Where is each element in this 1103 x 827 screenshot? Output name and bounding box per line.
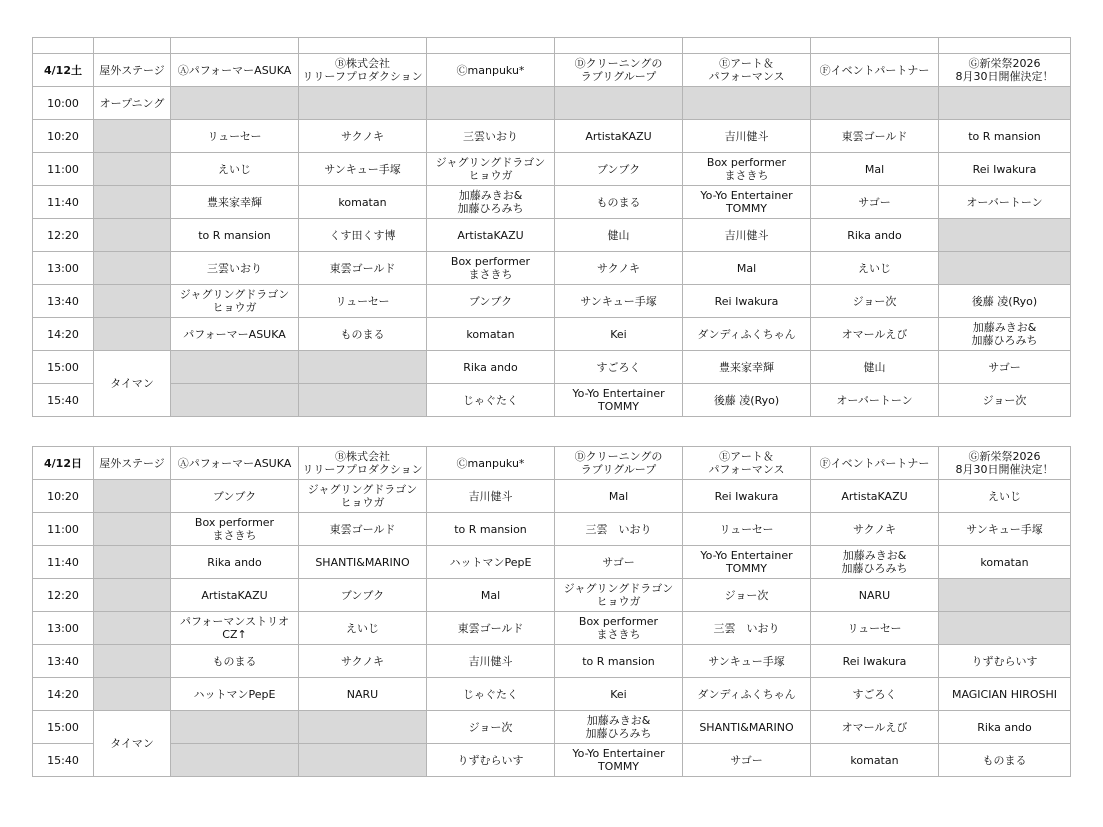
performer-cell: じゃぐたく [427,384,555,417]
performer-cell: くす田くす博 [299,219,427,252]
performer-cell: 東雲ゴールド [299,252,427,285]
performer-cell: komatan [299,186,427,219]
outdoor-stage-cell [94,546,171,579]
performer-cell: SHANTI&MARINO [299,546,427,579]
outdoor-stage-cell [94,513,171,546]
table-row [33,120,1071,153]
performer-cell: サクノキ [299,120,427,153]
performer-cell: komatan [939,546,1071,579]
empty-slot [299,87,427,120]
performer-cell: ものまる [299,318,427,351]
empty-slot [171,87,299,120]
performer-cell: Kei [555,318,683,351]
time-cell: 12:20 [33,579,94,612]
spacer-cell [555,38,683,54]
time-cell: 13:00 [33,252,94,285]
performer-cell: ジャグリングドラゴン ヒョウガ [555,579,683,612]
outdoor-stage-cell [94,285,171,318]
stage-header: Ⓖ新栄祭2026 8月30日開催決定！ [939,54,1071,87]
performer-cell: Rei Iwakura [683,285,811,318]
spacer-cell [33,38,94,54]
performer-cell: えいじ [171,153,299,186]
outdoor-stage-cell [94,120,171,153]
performer-cell: 三雲いおり [171,252,299,285]
performer-cell: ArtistaKAZU [811,480,939,513]
performer-cell: Mal [555,480,683,513]
empty-slot [811,87,939,120]
performer-cell: Rei Iwakura [683,480,811,513]
performer-cell: 三雲 いおり [683,612,811,645]
performer-cell: 加藤みきお& 加藤ひろみち [555,711,683,744]
performer-cell: ジャグリングドラゴン ヒョウガ [299,480,427,513]
opening-row [33,87,1071,120]
stage-header: Ⓕイベントパートナー [811,54,939,87]
performer-cell: 豊来家幸輝 [683,351,811,384]
performer-cell: ジャグリングドラゴン ヒョウガ [171,285,299,318]
performer-cell: Rika ando [939,711,1071,744]
date-label: 4/12土 [33,54,94,87]
performer-cell: じゃぐたく [427,678,555,711]
outdoor-stage-cell [94,186,171,219]
table-row [33,153,1071,186]
performer-cell: えいじ [299,612,427,645]
stage-header: Ⓓクリーニングの ラブリグループ [555,54,683,87]
time-cell: 15:00 [33,351,94,384]
table-row [33,285,1071,318]
header-row [33,447,1071,480]
performer-cell: サゴー [811,186,939,219]
outdoor-stage-cell [94,153,171,186]
performer-cell: 吉川健斗 [427,645,555,678]
empty-slot [939,87,1071,120]
performer-cell: サンキュー手塚 [939,513,1071,546]
time-cell: 10:20 [33,120,94,153]
performer-cell: 三雲いおり [427,120,555,153]
performer-cell: to R mansion [939,120,1071,153]
time-cell: 10:20 [33,480,94,513]
performer-cell: Box performer まさきち [555,612,683,645]
performer-cell: komatan [811,744,939,777]
performer-cell: Box performer まさきち [427,252,555,285]
performer-cell: サンキュー手塚 [299,153,427,186]
performer-cell: えいじ [811,252,939,285]
performer-cell: Mal [427,579,555,612]
performer-cell: Rei Iwakura [811,645,939,678]
performer-cell: ハットマンPepE [171,678,299,711]
empty-slot [171,351,299,384]
performer-cell: えいじ [939,480,1071,513]
performer-cell: ものまる [555,186,683,219]
time-cell: 13:00 [33,612,94,645]
empty-slot [683,87,811,120]
performer-cell: SHANTI&MARINO [683,711,811,744]
outdoor-stage-cell [94,612,171,645]
stage-header: Ⓑ株式会社 リリーフプロダクション [299,54,427,87]
stage-header: Ⓐパフォーマー​ASUKA [171,447,299,480]
performer-cell: to R mansion [555,645,683,678]
performer-cell: ものまる [171,645,299,678]
empty-slot [555,87,683,120]
performer-cell: リューセー [683,513,811,546]
performer-cell: 東雲ゴールド [427,612,555,645]
table-row [33,744,1071,777]
performer-cell: 加藤みきお& 加藤ひろみち [811,546,939,579]
table-row [33,612,1071,645]
spacer-cell [94,38,171,54]
spacer-cell [427,38,555,54]
spacer-cell [171,38,299,54]
performer-cell: サクノキ [555,252,683,285]
performer-cell: ブンブク [555,153,683,186]
taiman-cell: タイマン [94,711,171,777]
performer-cell: オーバートーン [811,384,939,417]
performer-cell: 東雲ゴールド [299,513,427,546]
performer-cell: ダンディふくちゃん [683,678,811,711]
date-label: 4/12日 [33,447,94,480]
empty-slot [299,744,427,777]
outdoor-stage-cell [94,645,171,678]
empty-slot [939,579,1071,612]
stage-header: Ⓒmanpuku* [427,54,555,87]
performer-cell: 吉川健斗 [683,219,811,252]
performer-cell: リューセー [299,285,427,318]
performer-cell: Rika ando [427,351,555,384]
table-row [33,513,1071,546]
spacer-cell [683,38,811,54]
table-row [33,219,1071,252]
table-row [33,480,1071,513]
table-row [33,711,1071,744]
performer-cell: パフォーマーASUKA [171,318,299,351]
performer-cell: Mal [683,252,811,285]
performer-cell: ジョー次 [683,579,811,612]
performer-cell: リューセー [171,120,299,153]
performer-cell: Yo-Yo Entertainer TOMMY [683,546,811,579]
table-row [33,579,1071,612]
schedule-table-day1 [32,37,1071,417]
stage-header: Ⓐパフォーマー​ASUKA [171,54,299,87]
empty-slot [427,87,555,120]
performer-cell: サゴー [555,546,683,579]
header-row [33,54,1071,87]
stage-header: Ⓑ株式会社 リリーフプロダクション [299,447,427,480]
performer-cell: サンキュー手塚 [555,285,683,318]
performer-cell: komatan [427,318,555,351]
time-cell: 15:40 [33,744,94,777]
performer-cell: サゴー [939,351,1071,384]
performer-cell: ArtistaKAZU [171,579,299,612]
performer-cell: Rika ando [171,546,299,579]
stage-header: Ⓒmanpuku* [427,447,555,480]
performer-cell: オマールえび [811,711,939,744]
schedule-table-day2 [32,446,1071,777]
time-cell: 13:40 [33,645,94,678]
performer-cell: 豊来家幸輝 [171,186,299,219]
performer-cell: りずむらいす [939,645,1071,678]
time-cell: 11:00 [33,153,94,186]
outdoor-stage-cell [94,252,171,285]
spacer-cell [939,38,1071,54]
performer-cell: ブンブク [171,480,299,513]
spacer-cell [299,38,427,54]
performer-cell: Yo-Yo Entertainer TOMMY [683,186,811,219]
performer-cell: りずむらいす [427,744,555,777]
empty-slot [299,351,427,384]
empty-slot [171,384,299,417]
performer-cell: Mal [811,153,939,186]
table-row [33,546,1071,579]
performer-cell: NARU [811,579,939,612]
outdoor-stage-cell [94,219,171,252]
performer-cell: 健山 [811,351,939,384]
performer-cell: 三雲 いおり [555,513,683,546]
performer-cell: 吉川健斗 [427,480,555,513]
spacer-row [33,38,1071,54]
empty-slot [939,219,1071,252]
stage-header: Ⓓクリーニングの ラブリグループ [555,447,683,480]
opening-cell: オープニング [94,87,171,120]
empty-slot [939,252,1071,285]
empty-slot [939,612,1071,645]
outdoor-stage-cell [94,579,171,612]
performer-cell: Box performer まさきち [683,153,811,186]
performer-cell: ジョー次 [427,711,555,744]
performer-cell: 吉川健斗 [683,120,811,153]
performer-cell: ダンディふくちゃん [683,318,811,351]
stage-header: Ⓔアート＆ パフォーマンス [683,54,811,87]
performer-cell: Yo-Yo Entertainer TOMMY [555,384,683,417]
time-cell: 15:40 [33,384,94,417]
performer-cell: サゴー [683,744,811,777]
performer-cell: 健山 [555,219,683,252]
performer-cell: すごろく [555,351,683,384]
performer-cell: to R mansion [427,513,555,546]
table-row [33,678,1071,711]
empty-slot [171,711,299,744]
stage-header: Ⓖ新栄祭2026 8月30日開催決定！ [939,447,1071,480]
performer-cell: サクノキ [811,513,939,546]
performer-cell: Rei Iwakura [939,153,1071,186]
table-row [33,252,1071,285]
performer-cell: ハットマンPepE [427,546,555,579]
performer-cell: すごろく [811,678,939,711]
performer-cell: Yo-Yo Entertainer TOMMY [555,744,683,777]
performer-cell: Rika ando [811,219,939,252]
performer-cell: ArtistaKAZU [427,219,555,252]
performer-cell: Kei [555,678,683,711]
time-cell: 15:00 [33,711,94,744]
performer-cell: パフォーマンストリオ CZ↑ [171,612,299,645]
performer-cell: サンキュー手塚 [683,645,811,678]
stage-header: Ⓕイベントパートナー [811,447,939,480]
empty-slot [171,744,299,777]
performer-cell: NARU [299,678,427,711]
performer-cell: MAGICIAN HIROSHI [939,678,1071,711]
time-cell: 11:40 [33,546,94,579]
table-row [33,351,1071,384]
performer-cell: オマールえび [811,318,939,351]
table-row [33,186,1071,219]
performer-cell: ジョー次 [811,285,939,318]
performer-cell: 加藤みきお& 加藤ひろみち [427,186,555,219]
time-cell: 13:40 [33,285,94,318]
time-cell: 11:40 [33,186,94,219]
performer-cell: ブンブク [299,579,427,612]
time-cell: 10:00 [33,87,94,120]
time-cell: 11:00 [33,513,94,546]
performer-cell: Box performer まさきち [171,513,299,546]
performer-cell: ブンブク [427,285,555,318]
stage-header: Ⓔアート＆ パフォーマンス [683,447,811,480]
time-cell: 14:20 [33,678,94,711]
taiman-cell: タイマン [94,351,171,417]
performer-cell: 加藤みきお& 加藤ひろみち [939,318,1071,351]
performer-cell: リューセー [811,612,939,645]
performer-cell: ものまる [939,744,1071,777]
outdoor-stage-cell [94,318,171,351]
outdoor-stage-cell [94,480,171,513]
performer-cell: to R mansion [171,219,299,252]
spacer-cell [811,38,939,54]
outdoor-stage-cell [94,678,171,711]
performer-cell: ジャグリングドラゴン ヒョウガ [427,153,555,186]
table-row [33,318,1071,351]
performer-cell: オーバートーン [939,186,1071,219]
performer-cell: サクノキ [299,645,427,678]
time-cell: 12:20 [33,219,94,252]
empty-slot [299,384,427,417]
performer-cell: 東雲ゴールド [811,120,939,153]
table-row [33,645,1071,678]
performer-cell: ArtistaKAZU [555,120,683,153]
time-cell: 14:20 [33,318,94,351]
performer-cell: 後藤 凌(Ryo) [683,384,811,417]
table-row [33,384,1071,417]
empty-slot [299,711,427,744]
stage-header: 屋外ステージ [94,447,171,480]
stage-header: 屋外ステージ [94,54,171,87]
performer-cell: 後藤 凌(Ryo) [939,285,1071,318]
performer-cell: ジョー次 [939,384,1071,417]
